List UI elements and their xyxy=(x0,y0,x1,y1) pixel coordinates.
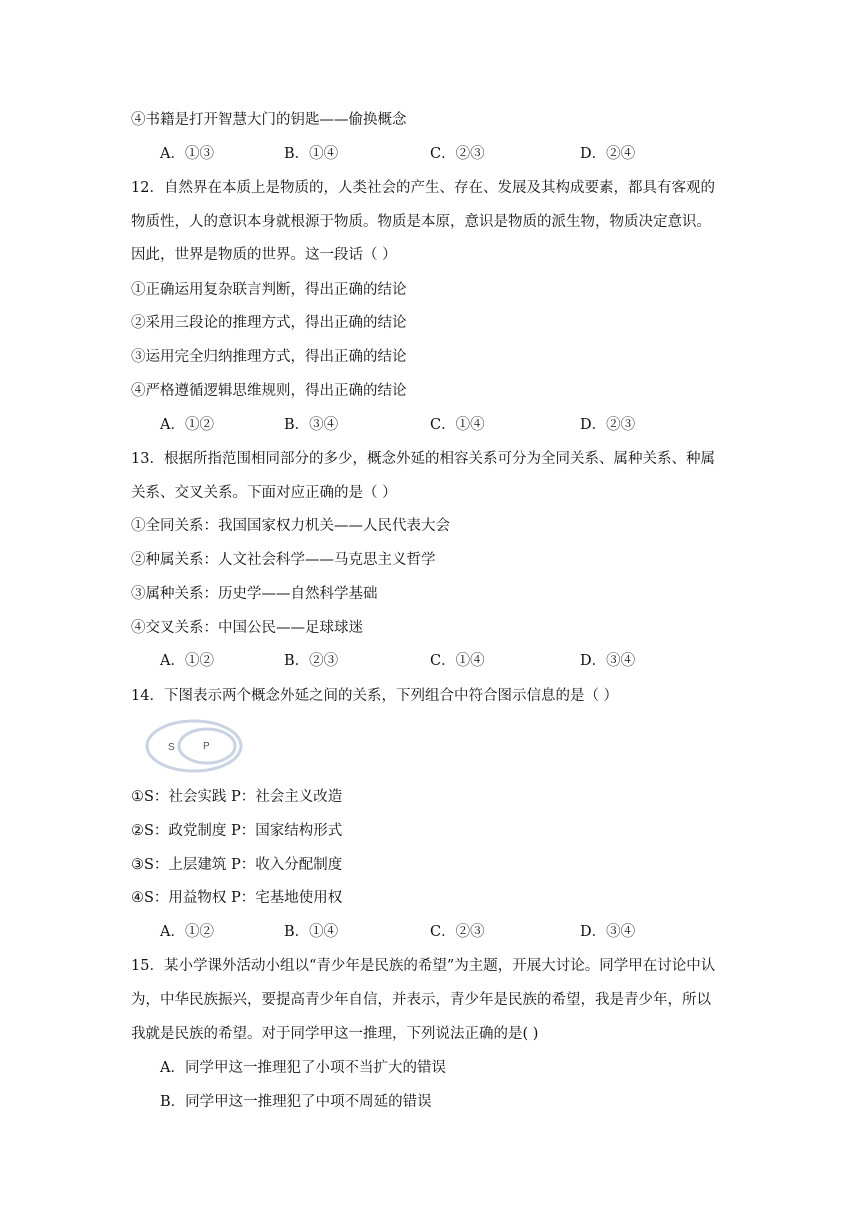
q11-item-4: ④书籍是打开智慧大门的钥匙——偷换概念 xyxy=(131,112,407,128)
q11-option-d: D．②④ xyxy=(580,146,636,162)
q14-option-b: B．①④ xyxy=(284,924,339,940)
q13-option-c: C．①④ xyxy=(430,653,485,669)
q11-options xyxy=(160,144,720,164)
q12-stem-line1: 12．自然界在本质上是物质的，人类社会的产生、存在、发展及其构成要素，都具有客观的 xyxy=(131,180,715,196)
venn-label-p: P xyxy=(203,741,210,752)
q13-option-b: B．②③ xyxy=(284,653,339,669)
q12-options xyxy=(160,415,720,435)
q14-option-d: D．③④ xyxy=(580,924,636,940)
q12-item-3: ③运用完全归纳推理方式，得出正确的结论 xyxy=(131,349,407,365)
q14-item-3: ③S：上层建筑 P：收入分配制度 xyxy=(131,857,343,873)
q14-stem: 14．下图表示两个概念外延之间的关系，下列组合中符合图示信息的是（ ） xyxy=(131,688,619,704)
q13-stem-line2: 关系、交叉关系。下面对应正确的是（ ） xyxy=(131,485,397,501)
q11-option-b: B．①④ xyxy=(284,146,339,162)
q12-option-d: D．②③ xyxy=(580,417,636,433)
q12-stem-line3: 因此，世界是物质的世界。这一段话（ ） xyxy=(131,247,397,263)
q14-item-4: ④S：用益物权 P：宅基地使用权 xyxy=(131,890,343,906)
q14-option-c: C．②③ xyxy=(430,924,485,940)
q12-item-2: ②采用三段论的推理方式，得出正确的结论 xyxy=(131,315,407,331)
q15-option-a: A．同学甲这一推理犯了小项不当扩大的错误 xyxy=(160,1060,446,1076)
venn-diagram xyxy=(144,718,244,774)
q13-option-a: A．①② xyxy=(160,653,214,669)
q12-item-1: ①正确运用复杂联言判断，得出正确的结论 xyxy=(131,282,407,298)
q11-option-c: C．②③ xyxy=(430,146,485,162)
q14-item-1: ①S：社会实践 P：社会主义改造 xyxy=(131,789,343,805)
q13-item-1: ①全同关系：我国国家权力机关——人民代表大会 xyxy=(131,518,450,534)
venn-label-s: S xyxy=(168,742,175,753)
q12-option-c: C．①④ xyxy=(430,417,485,433)
q13-item-3: ③属种关系：历史学——自然科学基础 xyxy=(131,586,378,602)
q12-stem-line2: 物质性，人的意识本身就根源于物质。物质是本原，意识是物质的派生物，物质决定意识。 xyxy=(131,214,711,230)
q15-option-b: B．同学甲这一推理犯了中项不周延的错误 xyxy=(160,1094,432,1110)
q14-option-a: A．①② xyxy=(160,924,214,940)
q13-options xyxy=(160,651,720,671)
q14-options xyxy=(160,922,720,942)
q11-option-a: A．①③ xyxy=(160,146,214,162)
q12-item-4: ④严格遵循逻辑思维规则，得出正确的结论 xyxy=(131,383,407,399)
q13-option-d: D．③④ xyxy=(580,653,636,669)
q15-stem-line2: 为，中华民族振兴，要提高青少年自信，并表示，青少年是民族的希望，我是青少年，所以 xyxy=(131,992,711,1008)
q13-item-2: ②种属关系：人文社会科学——马克思主义哲学 xyxy=(131,552,436,568)
outer-ellipse-s xyxy=(147,721,241,771)
q13-item-4: ④交叉关系：中国公民——足球球迷 xyxy=(131,620,363,636)
q13-stem-line1: 13．根据所指范围相同部分的多少，概念外延的相容关系可分为全同关系、属种关系、种属 xyxy=(131,451,715,467)
q15-stem-line3: 我就是民族的希望。对于同学甲这一推理，下列说法正确的是( ) xyxy=(131,1026,539,1042)
q12-option-b: B．③④ xyxy=(284,417,339,433)
q15-stem-line1: 15．某小学课外活动小组以“青少年是民族的希望”为主题，开展大讨论。同学甲在讨论中认 xyxy=(131,958,716,974)
q14-item-2: ②S：政党制度 P：国家结构形式 xyxy=(131,823,343,839)
q12-option-a: A．①② xyxy=(160,417,214,433)
